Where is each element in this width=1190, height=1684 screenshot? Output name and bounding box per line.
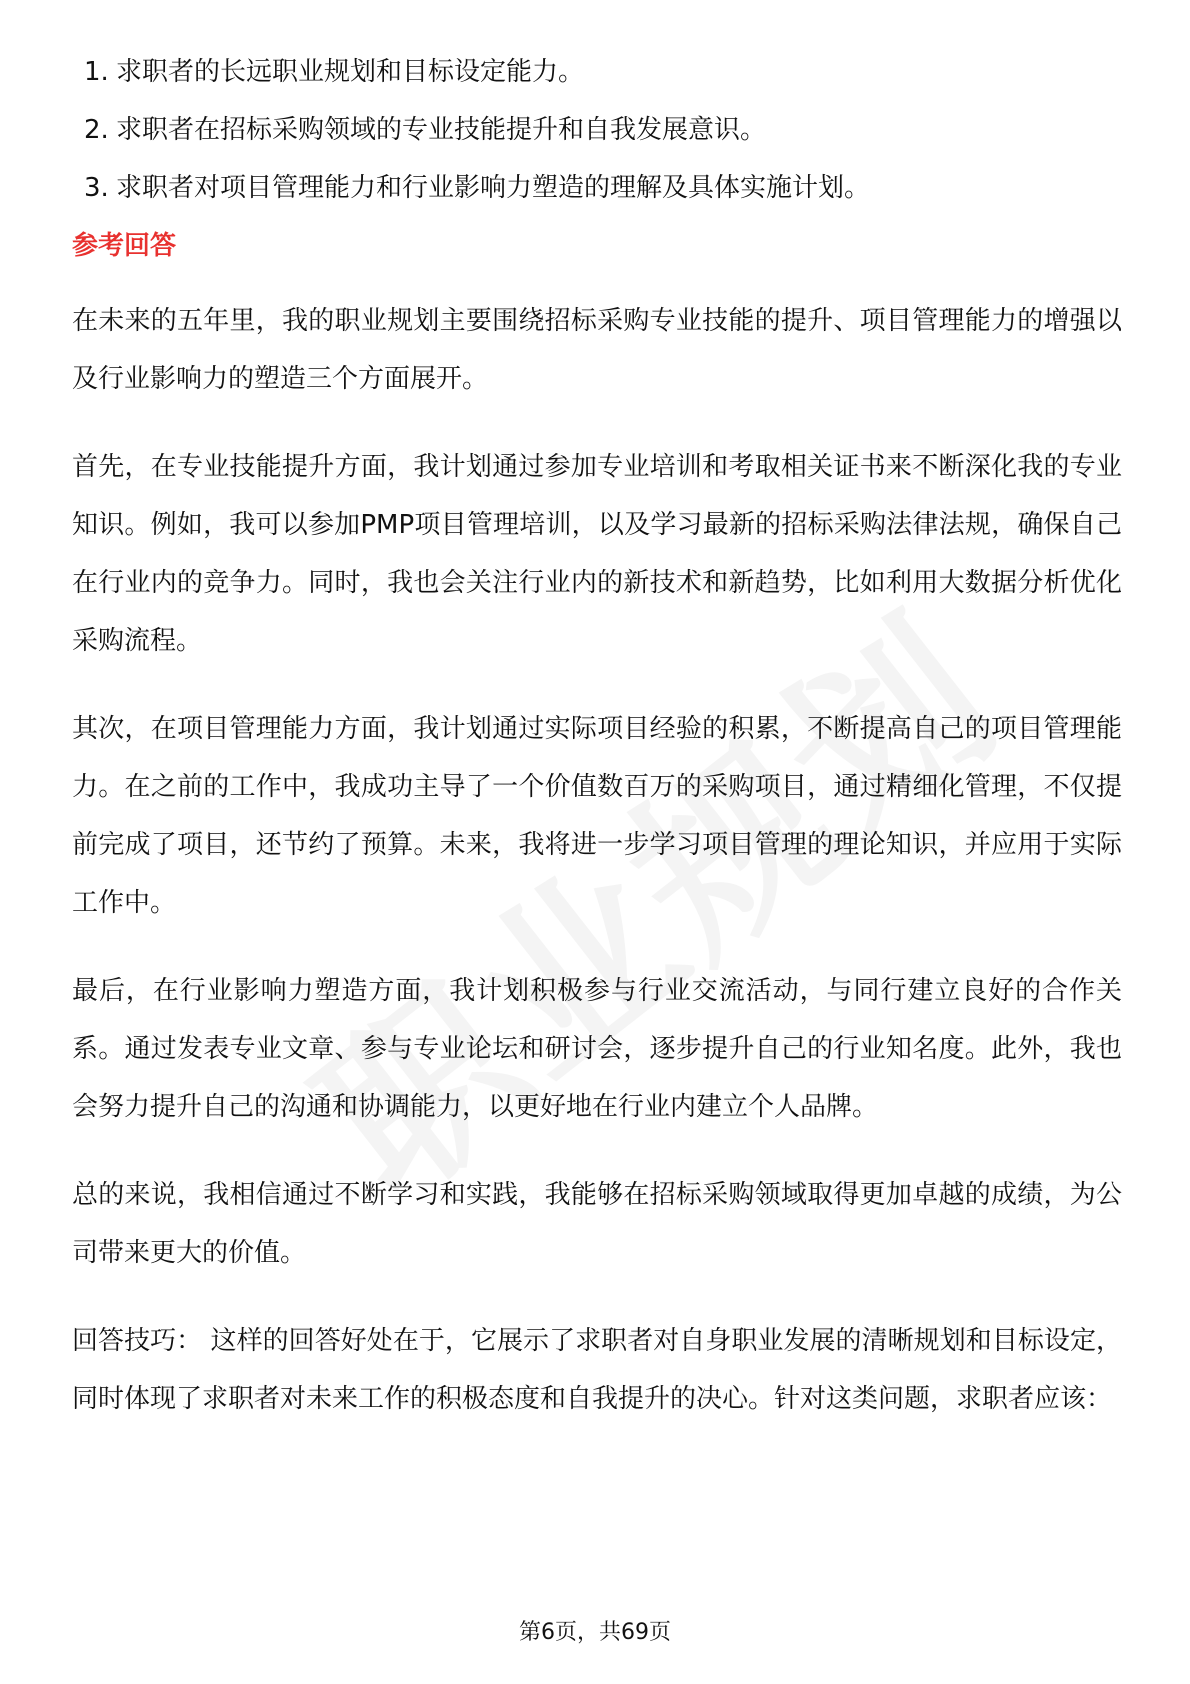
list-item: [72, 112, 1122, 148]
answer-paragraph-skills: 首先，在专业技能提升方面，我计划通过参加专业培训和考取相关证书来不断深化我的专业知识。例如，我可以参加PMP项目管理培训，以及学习最新的招标采购法律法规，确保自己在行业内的竞争力。同时，我也会关注行业内的新技术和新趋势，比如利用大数据分析优化采购流程。: [72, 452, 1122, 656]
list-item-text: 求职者的长远职业规划和目标设定能力。: [116, 57, 585, 87]
page-number-footer: 第6页，共69页: [519, 1620, 671, 1645]
list-item-number: 2.: [84, 115, 109, 145]
list-item-text: 求职者对项目管理能力和行业影响力塑造的理解及具体实施计划。: [116, 173, 871, 203]
list-item: [72, 54, 1122, 90]
answer-section-title: 参考回答: [72, 231, 177, 261]
answer-paragraph-influence: 最后，在行业影响力塑造方面，我计划积极参与行业交流活动，与同行建立良好的合作关系。通过发表专业文章、参与专业论坛和研讨会，逐步提升自己的行业知名度。此外，我也会努力提升自己的沟通和协调能力，以更好地在行业内建立个人品牌。: [72, 976, 1122, 1122]
answer-paragraph-project-management: 其次，在项目管理能力方面，我计划通过实际项目经验的积累，不断提高自己的项目管理能力。在之前的工作中，我成功主导了一个价值数百万的采购项目，通过精细化管理，不仅提前完成了项目，还节约了预算。未来，我将进一步学习项目管理的理论知识，并应用于实际工作中。: [72, 714, 1122, 918]
question-points-list: [72, 54, 1122, 206]
answer-paragraph-intro: 在未来的五年里，我的职业规划主要围绕招标采购专业技能的提升、项目管理能力的增强以及行业影响力的塑造三个方面展开。: [72, 306, 1122, 394]
answer-tips-paragraph: 回答技巧： 这样的回答好处在于，它展示了求职者对自身职业发展的清晰规划和目标设定，同时体现了求职者对未来工作的积极态度和自我提升的决心。针对这类问题，求职者应该：: [72, 1326, 1122, 1414]
list-item-number: 1.: [84, 57, 109, 87]
page-content: [72, 54, 1122, 1458]
list-item-number: 3.: [84, 173, 109, 203]
answer-paragraph-summary: 总的来说，我相信通过不断学习和实践，我能够在招标采购领域取得更加卓越的成绩，为公司带来更大的价值。: [72, 1180, 1122, 1268]
list-item: [72, 170, 1122, 206]
list-item-text: 求职者在招标采购领域的专业技能提升和自我发展意识。: [116, 115, 767, 145]
